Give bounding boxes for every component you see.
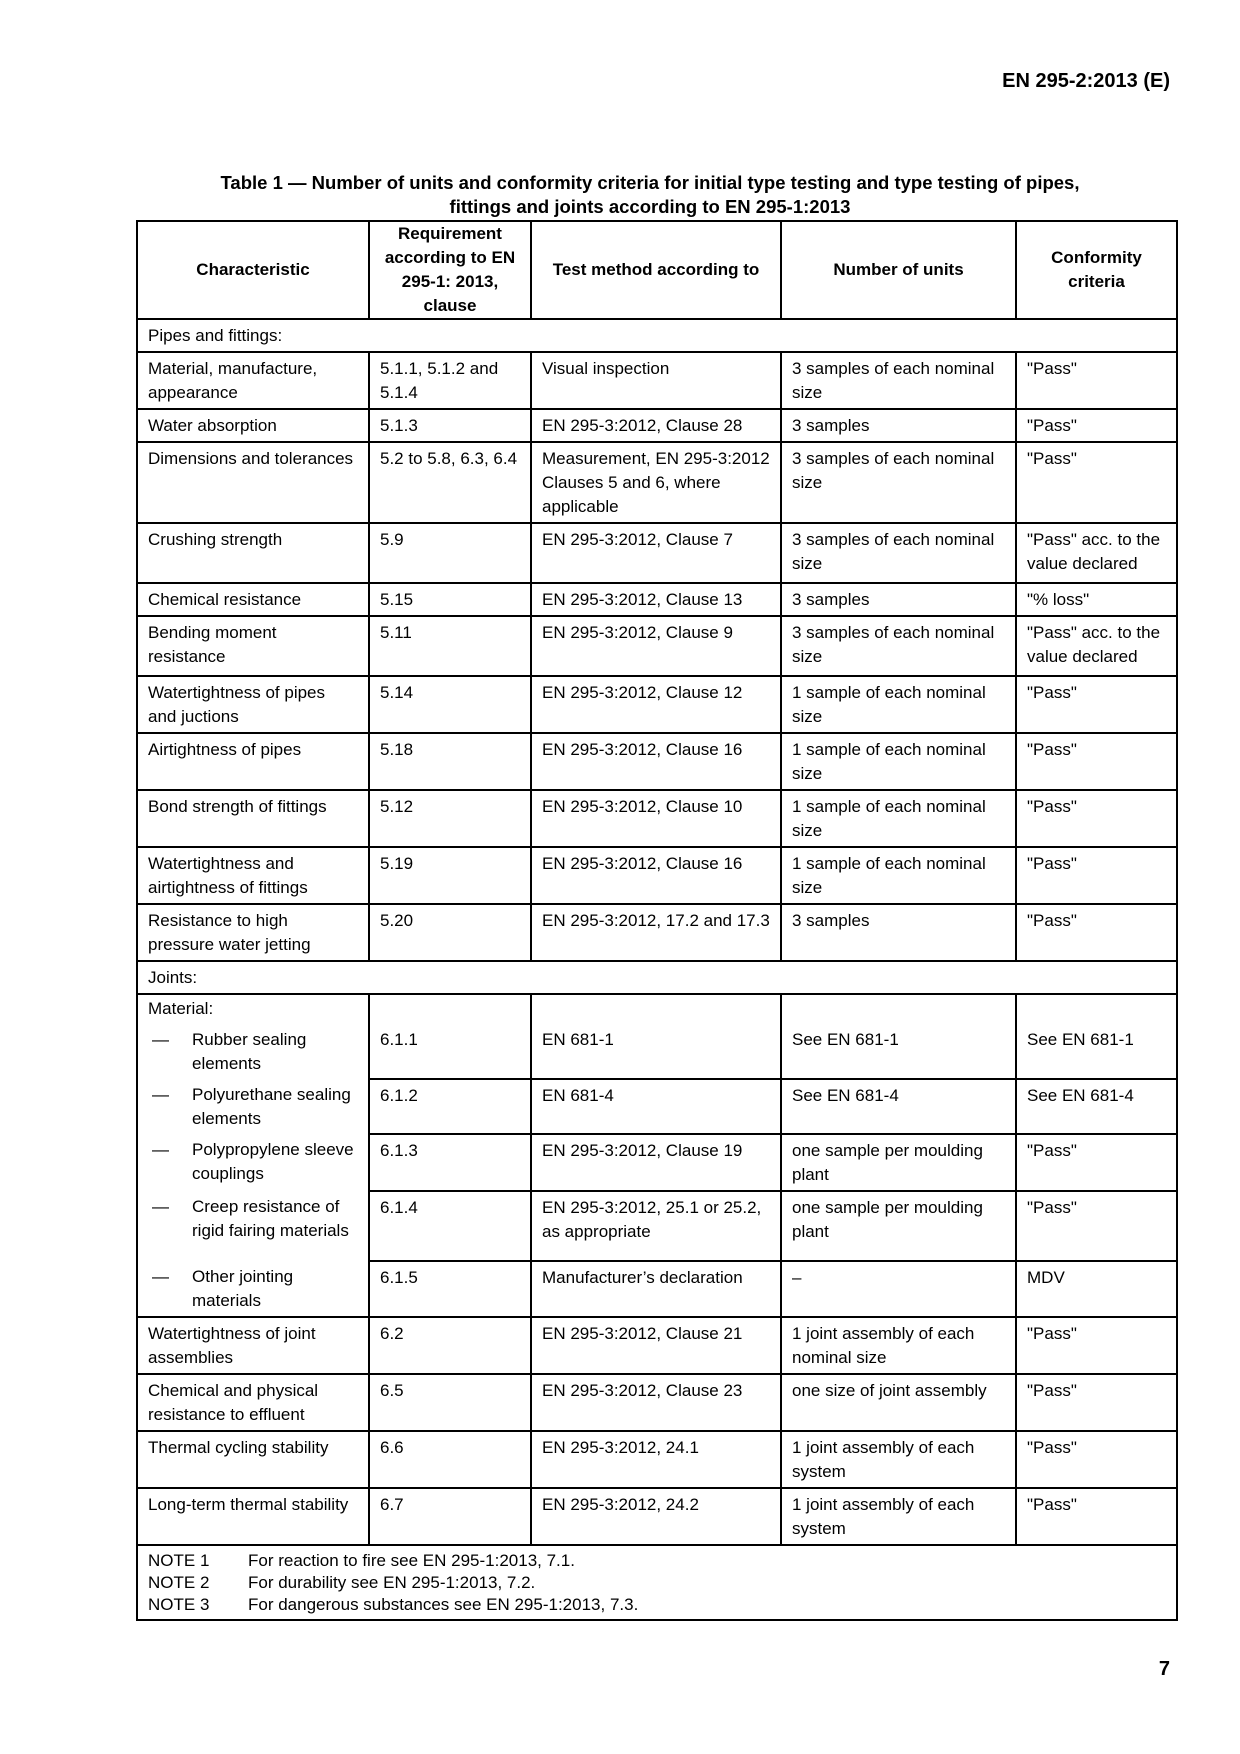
cell-characteristic <box>137 1134 369 1191</box>
cell-test-method: Visual inspection <box>531 352 781 409</box>
cell-requirement: 6.2 <box>369 1317 531 1374</box>
cell-criteria: See EN 681-1 <box>1016 1024 1177 1079</box>
cell-units: 3 samples <box>781 904 1016 961</box>
table-title-line-1: Table 1 — Number of units and conformity criteria for initial type testing and type testing of pipes, <box>220 172 1080 193</box>
material-name: Polyurethane sealing elements <box>192 1085 351 1128</box>
material-label-filler <box>781 994 1016 1024</box>
cell-criteria: MDV <box>1016 1261 1177 1317</box>
cell-requirement: 5.14 <box>369 676 531 733</box>
cell-requirement: 5.9 <box>369 523 531 583</box>
cell-characteristic <box>137 1024 369 1079</box>
table-title-line-2: fittings and joints according to EN 295-1:2013 <box>449 196 851 217</box>
cell-criteria: "Pass" <box>1016 790 1177 847</box>
table-row <box>137 1374 1177 1431</box>
cell-test-method: EN 295-3:2012, 24.1 <box>531 1431 781 1488</box>
col-header-characteristic: Characteristic <box>137 221 369 319</box>
dash-list-item <box>148 1028 358 1076</box>
col-header-criteria: Conformity criteria <box>1016 221 1177 319</box>
table-title <box>130 171 1170 219</box>
note-label: NOTE 2 <box>148 1573 210 1592</box>
table-row <box>137 904 1177 961</box>
document-id: EN 295-2:2013 (E) <box>1002 70 1170 92</box>
material-name: Rubber sealing elements <box>192 1030 307 1073</box>
cell-characteristic <box>137 1191 369 1261</box>
notes-cell <box>137 1545 1177 1620</box>
cell-characteristic: Watertightness and airtightness of fittings <box>137 847 369 904</box>
cell-units: 3 samples of each nominal size <box>781 442 1016 523</box>
cell-test-method: EN 295-3:2012, Clause 21 <box>531 1317 781 1374</box>
cell-criteria: "Pass" acc. to the value declared <box>1016 523 1177 583</box>
material-label-filler <box>1016 994 1177 1024</box>
cell-criteria: See EN 681-4 <box>1016 1079 1177 1134</box>
table-row <box>137 442 1177 523</box>
dash-bullet: — <box>152 1140 169 1159</box>
cell-test-method: EN 295-3:2012, Clause 28 <box>531 409 781 442</box>
col-header-test-method: Test method according to <box>531 221 781 319</box>
dash-bullet: — <box>152 1085 169 1104</box>
table-header-row <box>137 221 1177 319</box>
material-row <box>137 1024 1177 1079</box>
dash-bullet: — <box>152 1030 169 1049</box>
cell-characteristic: Bond strength of fittings <box>137 790 369 847</box>
cell-criteria: "Pass" <box>1016 676 1177 733</box>
section-label-pipes: Pipes and fittings: <box>137 319 1177 352</box>
cell-criteria: "Pass" <box>1016 847 1177 904</box>
cell-units: one sample per moulding plant <box>781 1191 1016 1261</box>
page-number: 7 <box>1158 1658 1170 1680</box>
cell-requirement: 6.1.1 <box>369 1024 531 1079</box>
cell-units: See EN 681-4 <box>781 1079 1016 1134</box>
cell-requirement: 5.15 <box>369 583 531 616</box>
note-label: NOTE 1 <box>148 1551 210 1570</box>
dash-list-item <box>148 1138 358 1186</box>
col-header-units: Number of units <box>781 221 1016 319</box>
note-item <box>148 1594 1166 1616</box>
cell-test-method: EN 295-3:2012, Clause 23 <box>531 1374 781 1431</box>
cell-units: 3 samples <box>781 409 1016 442</box>
cell-units: 1 joint assembly of each nominal size <box>781 1317 1016 1374</box>
cell-characteristic: Watertightness of pipes and juctions <box>137 676 369 733</box>
cell-units: 1 joint assembly of each system <box>781 1431 1016 1488</box>
table-row <box>137 790 1177 847</box>
note-text: For dangerous substances see EN 295-1:2013, 7.3. <box>248 1595 639 1614</box>
section-row-pipes <box>137 319 1177 352</box>
cell-requirement: 5.1.3 <box>369 409 531 442</box>
cell-test-method: Manufacturer’s declaration <box>531 1261 781 1317</box>
note-label: NOTE 3 <box>148 1595 210 1614</box>
table-row <box>137 1431 1177 1488</box>
table-row <box>137 1317 1177 1374</box>
material-row <box>137 1134 1177 1191</box>
cell-criteria: "Pass" <box>1016 1374 1177 1431</box>
cell-requirement: 5.12 <box>369 790 531 847</box>
cell-characteristic: Thermal cycling stability <box>137 1431 369 1488</box>
cell-criteria: "Pass" <box>1016 409 1177 442</box>
cell-characteristic: Chemical resistance <box>137 583 369 616</box>
material-row <box>137 1191 1177 1261</box>
cell-characteristic <box>137 1079 369 1134</box>
cell-characteristic: Material, manufacture, appearance <box>137 352 369 409</box>
note-text: For reaction to fire see EN 295-1:2013, 7.1. <box>248 1551 575 1570</box>
cell-test-method: EN 295-3:2012, Clause 10 <box>531 790 781 847</box>
cell-units: 1 joint assembly of each system <box>781 1488 1016 1545</box>
cell-units: one size of joint assembly <box>781 1374 1016 1431</box>
cell-units: 3 samples of each nominal size <box>781 616 1016 676</box>
cell-test-method: Measurement, EN 295-3:2012 Clauses 5 and 6, where applicable <box>531 442 781 523</box>
table-row <box>137 523 1177 583</box>
cell-test-method: EN 295-3:2012, Clause 9 <box>531 616 781 676</box>
table-row <box>137 733 1177 790</box>
cell-units: 3 samples of each nominal size <box>781 523 1016 583</box>
table-row <box>137 847 1177 904</box>
cell-characteristic: Long-term thermal stability <box>137 1488 369 1545</box>
cell-requirement: 5.19 <box>369 847 531 904</box>
cell-test-method: EN 681-4 <box>531 1079 781 1134</box>
cell-criteria: "Pass" <box>1016 1191 1177 1261</box>
material-name: Creep resistance of rigid fairing materials <box>192 1197 349 1240</box>
cell-units: 1 sample of each nominal size <box>781 847 1016 904</box>
dash-list-item <box>148 1195 358 1243</box>
cell-test-method: EN 295-3:2012, Clause 13 <box>531 583 781 616</box>
cell-requirement: 5.1.1, 5.1.2 and 5.1.4 <box>369 352 531 409</box>
material-label-filler <box>369 994 531 1024</box>
material-row <box>137 1261 1177 1317</box>
material-row <box>137 1079 1177 1134</box>
cell-characteristic: Crushing strength <box>137 523 369 583</box>
cell-units: 3 samples <box>781 583 1016 616</box>
cell-characteristic: Airtightness of pipes <box>137 733 369 790</box>
material-label: Material: <box>137 994 369 1024</box>
col-header-requirement: Requirement according to EN 295-1: 2013, clause <box>369 221 531 319</box>
table-row <box>137 676 1177 733</box>
notes-row <box>137 1545 1177 1620</box>
cell-requirement: 5.2 to 5.8, 6.3, 6.4 <box>369 442 531 523</box>
cell-criteria: "Pass" <box>1016 904 1177 961</box>
dash-bullet: — <box>152 1197 169 1216</box>
cell-requirement: 6.5 <box>369 1374 531 1431</box>
note-item <box>148 1550 1166 1572</box>
cell-criteria: "Pass" <box>1016 1317 1177 1374</box>
cell-characteristic: Resistance to high pressure water jetting <box>137 904 369 961</box>
cell-test-method: EN 295-3:2012, Clause 16 <box>531 847 781 904</box>
table-row <box>137 352 1177 409</box>
dash-list-item <box>148 1265 358 1313</box>
cell-criteria: "Pass" <box>1016 1431 1177 1488</box>
material-label-filler <box>531 994 781 1024</box>
cell-requirement: 6.7 <box>369 1488 531 1545</box>
cell-test-method: EN 681-1 <box>531 1024 781 1079</box>
material-name: Other jointing materials <box>192 1267 294 1310</box>
cell-requirement: 6.6 <box>369 1431 531 1488</box>
cell-test-method: EN 295-3:2012, Clause 16 <box>531 733 781 790</box>
table-row <box>137 616 1177 676</box>
cell-units: See EN 681-1 <box>781 1024 1016 1079</box>
dash-bullet: — <box>152 1267 169 1286</box>
cell-test-method: EN 295-3:2012, 24.2 <box>531 1488 781 1545</box>
section-row-joints <box>137 961 1177 994</box>
cell-units: – <box>781 1261 1016 1317</box>
cell-requirement: 6.1.2 <box>369 1079 531 1134</box>
table-row <box>137 583 1177 616</box>
cell-test-method: EN 295-3:2012, Clause 7 <box>531 523 781 583</box>
note-item <box>148 1572 1166 1594</box>
table-row <box>137 1488 1177 1545</box>
cell-units: 1 sample of each nominal size <box>781 733 1016 790</box>
cell-requirement: 6.1.4 <box>369 1191 531 1261</box>
cell-test-method: EN 295-3:2012, 25.1 or 25.2, as appropriate <box>531 1191 781 1261</box>
cell-requirement: 5.18 <box>369 733 531 790</box>
cell-units: 1 sample of each nominal size <box>781 790 1016 847</box>
cell-units: 1 sample of each nominal size <box>781 676 1016 733</box>
dash-list-item <box>148 1083 358 1131</box>
cell-criteria: "% loss" <box>1016 583 1177 616</box>
cell-criteria: "Pass" <box>1016 1488 1177 1545</box>
cell-units: 3 samples of each nominal size <box>781 352 1016 409</box>
cell-requirement: 6.1.3 <box>369 1134 531 1191</box>
cell-units: one sample per moulding plant <box>781 1134 1016 1191</box>
cell-characteristic: Dimensions and tolerances <box>137 442 369 523</box>
cell-test-method: EN 295-3:2012, 17.2 and 17.3 <box>531 904 781 961</box>
cell-requirement: 6.1.5 <box>369 1261 531 1317</box>
conformity-table <box>136 220 1178 1621</box>
material-name: Polypropylene sleeve couplings <box>192 1140 354 1183</box>
cell-characteristic <box>137 1261 369 1317</box>
cell-criteria: "Pass" acc. to the value declared <box>1016 616 1177 676</box>
material-label-row <box>137 994 1177 1024</box>
cell-test-method: EN 295-3:2012, Clause 19 <box>531 1134 781 1191</box>
note-text: For durability see EN 295-1:2013, 7.2. <box>248 1573 536 1592</box>
cell-criteria: "Pass" <box>1016 352 1177 409</box>
cell-requirement: 5.11 <box>369 616 531 676</box>
cell-characteristic: Watertightness of joint assemblies <box>137 1317 369 1374</box>
cell-test-method: EN 295-3:2012, Clause 12 <box>531 676 781 733</box>
section-label-joints: Joints: <box>137 961 1177 994</box>
table-row <box>137 409 1177 442</box>
cell-characteristic: Chemical and physical resistance to effluent <box>137 1374 369 1431</box>
cell-characteristic: Water absorption <box>137 409 369 442</box>
cell-criteria: "Pass" <box>1016 733 1177 790</box>
cell-criteria: "Pass" <box>1016 442 1177 523</box>
cell-criteria: "Pass" <box>1016 1134 1177 1191</box>
cell-requirement: 5.20 <box>369 904 531 961</box>
cell-characteristic: Bending moment resistance <box>137 616 369 676</box>
